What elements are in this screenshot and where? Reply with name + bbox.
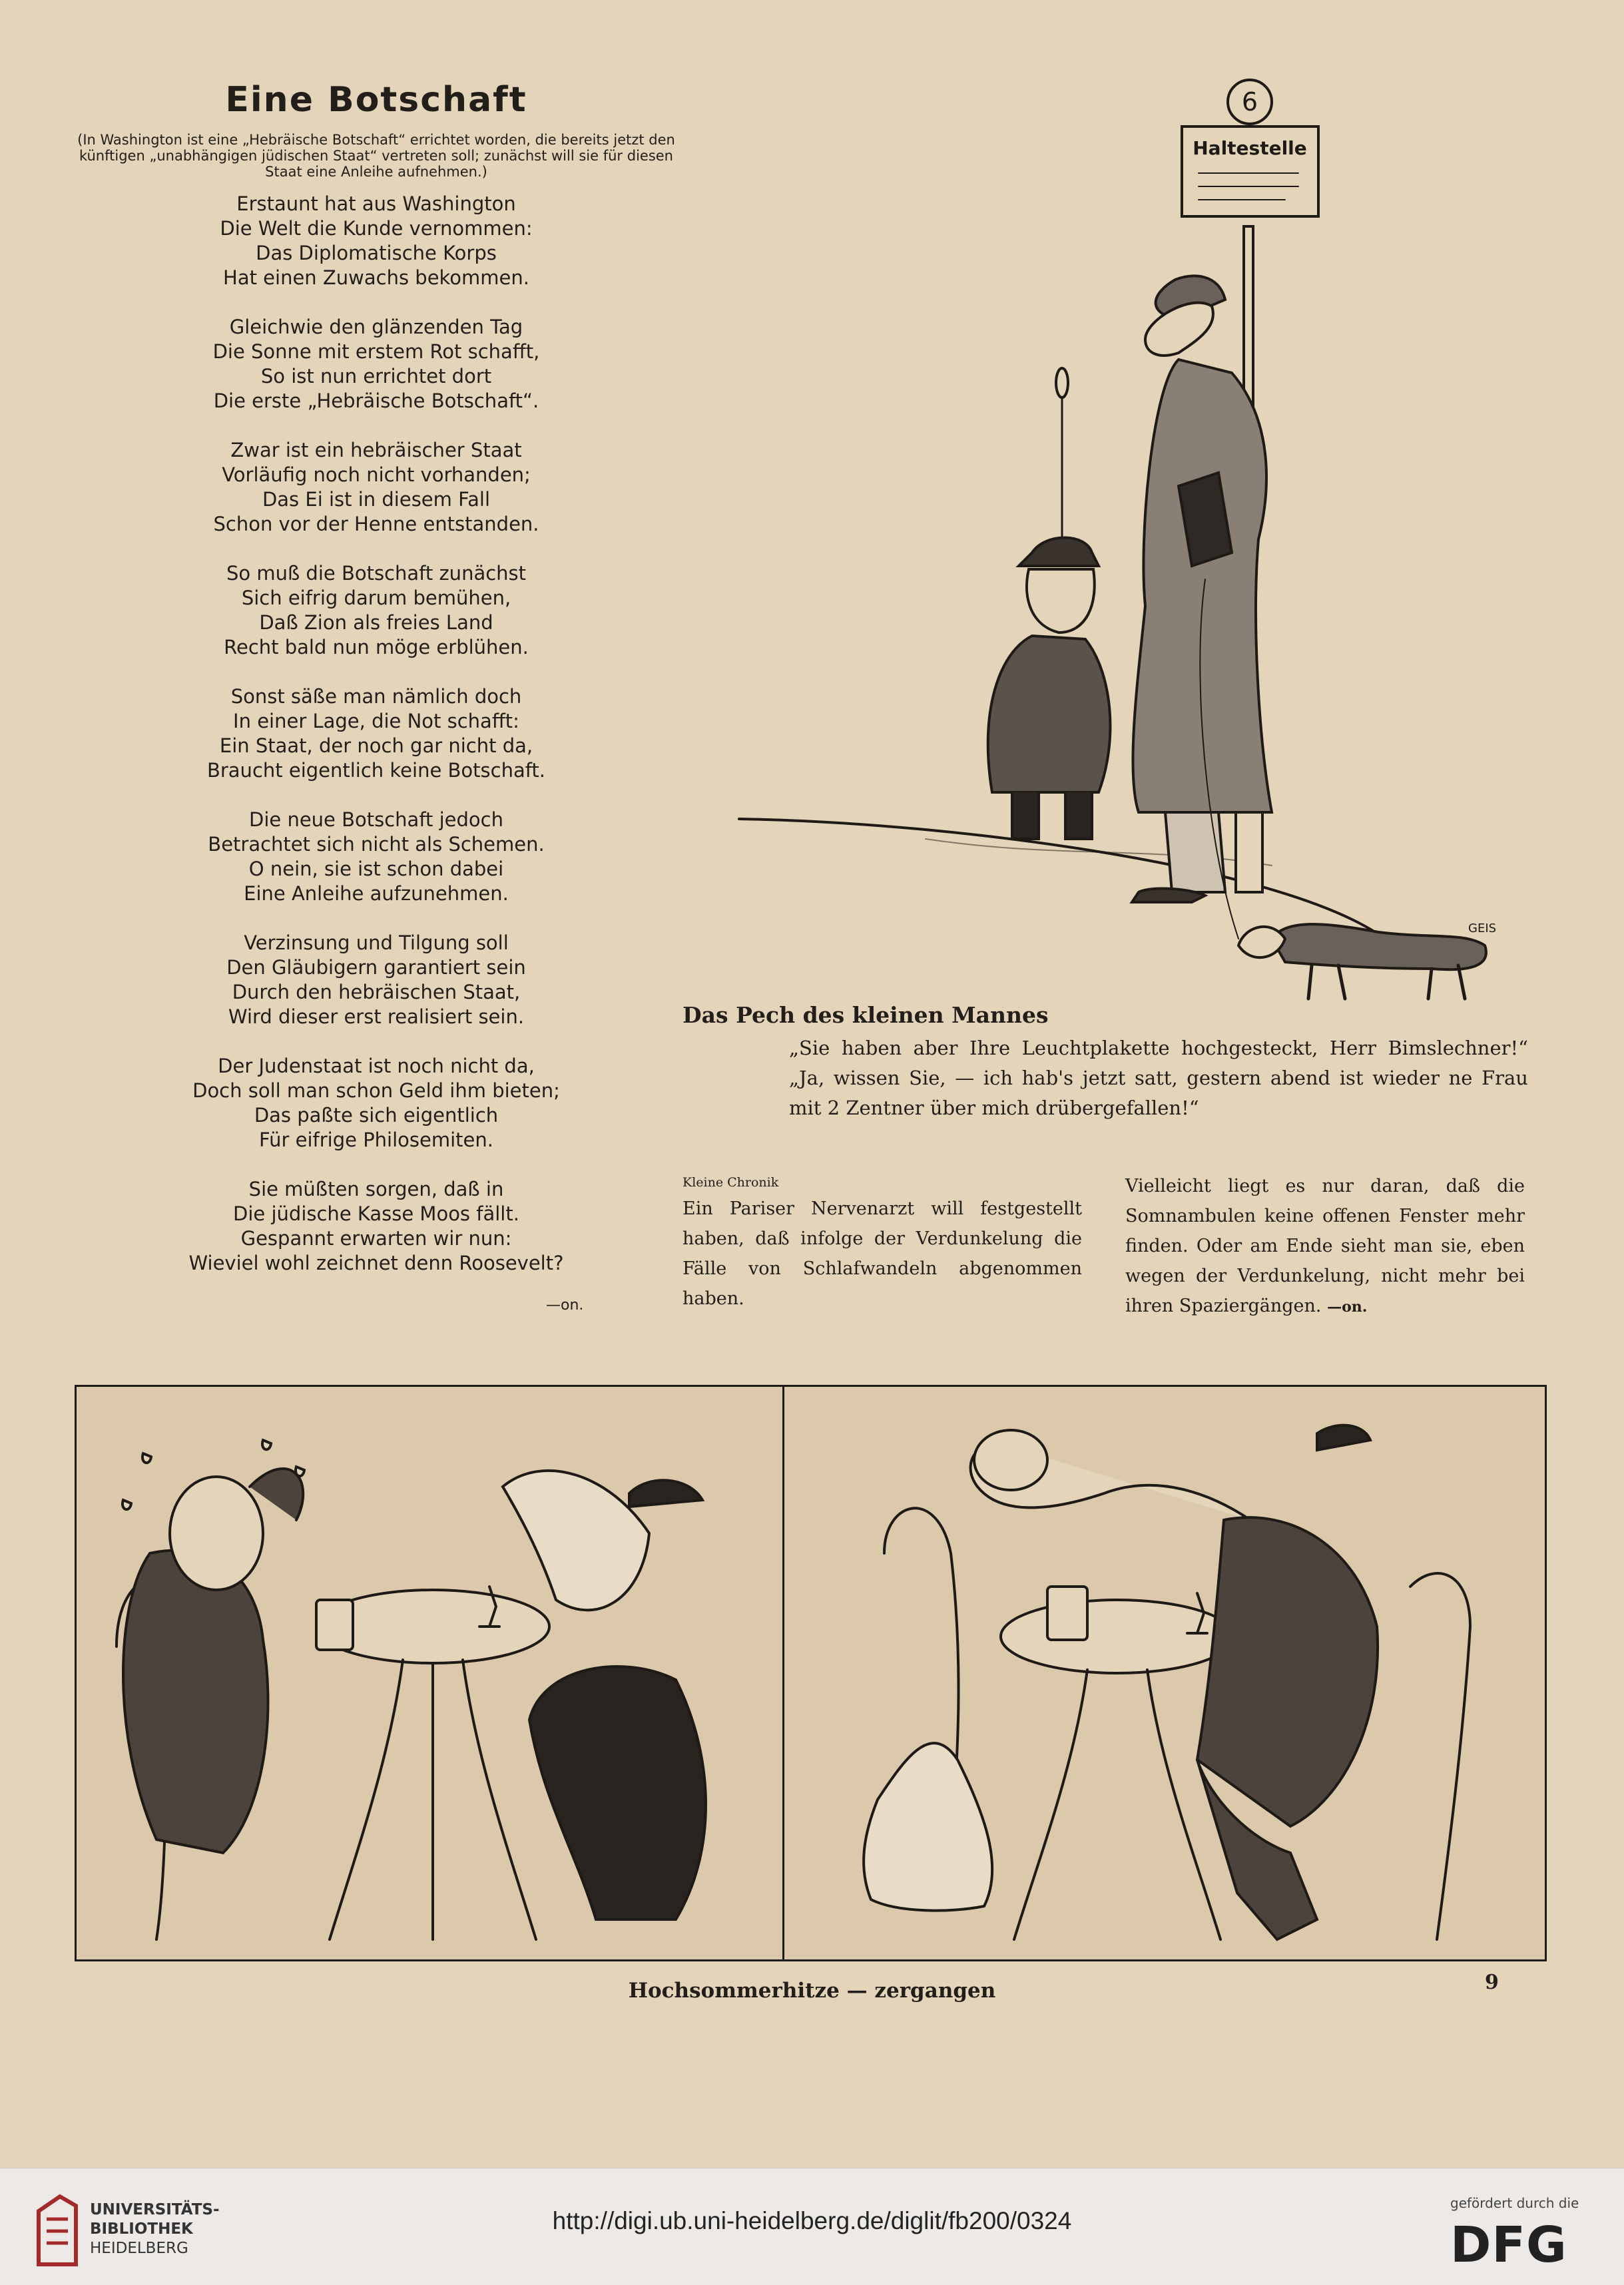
poem-line: Wieviel wohl zeichnet denn Roosevelt?: [188, 1252, 564, 1274]
poem-line: Hat einen Zuwachs bekommen.: [223, 266, 529, 289]
poem-line: Gespannt erwarten wir nun:: [240, 1227, 512, 1250]
poem-line: Braucht eigentlich keine Botschaft.: [206, 759, 546, 782]
small-man-coat: [988, 636, 1111, 792]
tall-man-coat: [1133, 360, 1272, 812]
dachshund: [1272, 924, 1486, 969]
library-line-3: HEIDELBERG: [90, 2240, 188, 2257]
artist-signature: GEIS: [1468, 921, 1497, 935]
panel-before-drawing: [77, 1387, 782, 1959]
poem-stanza: [60, 684, 692, 783]
poem-line: So ist nun errichtet dort: [260, 365, 492, 387]
poem-stanza: [60, 1054, 692, 1152]
fat-man-head: [170, 1477, 263, 1590]
small-man-head: [1027, 569, 1095, 633]
ground-line: [739, 819, 1385, 939]
chronik-signature: —on.: [1327, 1298, 1368, 1316]
poem-line: Die Sonne mit erstem Rot schafft,: [212, 340, 540, 363]
library-line-1: UNIVERSITÄTS-: [90, 2201, 220, 2218]
chronik-column-1: Ein Pariser Nervenarzt will festgestellt haben, daß infolge der Verdunkelung die Fälle von Schlafwandeln abgenommen haben.: [682, 1198, 1082, 1309]
footer-bar: [0, 2168, 1624, 2285]
small-man-hat: [1019, 538, 1099, 567]
staring-man-head: [974, 1430, 1047, 1490]
poem-intro: (In Washington ist eine „Hebräische Botschaft“ errichtet worden, die bereits jetzt den künftigen „unabhängigen jüdischen Staat“ vertreten soll; zunächst will sie für diesen Staat eine Anleihe aufnehmen.): [77, 132, 675, 180]
poem-line: Die jüdische Kasse Moos fällt.: [233, 1202, 519, 1225]
melted-puddle: [864, 1743, 992, 1910]
bus-stop-cartoon: [686, 73, 1525, 1025]
staring-man-body: [1197, 1517, 1378, 1826]
leuchtplakette: [1056, 368, 1068, 397]
chair-right: [1410, 1573, 1470, 1939]
panel-before: [77, 1387, 784, 1959]
poem-line: Das paßte sich eigentlich: [254, 1104, 499, 1127]
poem-line: Ein Staat, der noch gar nicht da,: [219, 734, 533, 757]
cartoon-caption-text: „Sie haben aber Ihre Leuchtplakette hochgesteckt, Herr Bimslechner!“ „Ja, wissen Sie, — ich hab's jetzt satt, gestern abend ist wieder ne Frau mit 2 Zentner über mich drübergefallen!“: [789, 1037, 1528, 1119]
poem-line: Sie müßten sorgen, daß in: [248, 1178, 504, 1200]
poem-line: Die erste „Hebräische Botschaft“.: [213, 389, 539, 412]
reader-body: [529, 1666, 706, 1919]
funding-label: gefördert durch die: [1450, 2195, 1579, 2211]
poem-line: So muß die Botschaft zunächst: [226, 562, 527, 585]
poem-line: Recht bald nun möge erblühen.: [224, 636, 529, 658]
stop-sign-label: Haltestelle: [1193, 137, 1307, 159]
poem-signature: —on.: [546, 1297, 584, 1314]
cartoon-caption-title: Das Pech des kleinen Mannes: [682, 1002, 1049, 1028]
poem-column: [60, 80, 692, 1300]
poem-line: Verzinsung und Tilgung soll: [244, 931, 509, 954]
poem-line: Sonst säße man nämlich doch: [230, 685, 522, 708]
poem-stanza: [60, 808, 692, 906]
dog-muzzle: [1238, 927, 1285, 957]
table-legs: [330, 1660, 536, 1939]
poem-line: Durch den hebräischen Staat,: [232, 981, 521, 1003]
library-line-2: BIBLIOTHEK: [90, 2220, 193, 2238]
tall-man-head: [1145, 303, 1213, 356]
tall-man-shoes: [1132, 889, 1205, 902]
poem-stanza: [60, 561, 692, 660]
poem-stanzas: [60, 192, 692, 1276]
coffee-cup: [1047, 1587, 1087, 1640]
chronik-column-2-text: Vielleicht liegt es nur daran, daß die Somnambulen keine offenen Fenster mehr finden. Oder am Ende sieht man sie, eben wegen der Verdunkelung, nicht mehr bei ihren Spaziergängen.: [1125, 1176, 1525, 1316]
reader-hat: [629, 1480, 702, 1507]
pole-base: [1236, 806, 1262, 892]
poem-line: Die neue Botschaft jedoch: [249, 808, 503, 831]
poem-line: Daß Zion als freies Land: [259, 611, 493, 634]
panel-after-drawing: [784, 1387, 1545, 1959]
poem-line: Doch soll man schon Geld ihm bieten;: [192, 1079, 560, 1102]
newspaper: [503, 1471, 649, 1610]
poem-line: Das Ei ist in diesem Fall: [262, 488, 491, 511]
chronik-heading: Kleine Chronik: [682, 1175, 779, 1190]
poem-line: Wird dieser erst realisiert sein.: [228, 1005, 525, 1028]
comic-caption: Hochsommerhitze — zergangen: [628, 1979, 996, 2003]
cartoon-caption: [682, 1002, 1528, 1123]
comic-panels: [75, 1385, 1547, 1961]
poem-stanza: [60, 192, 692, 290]
poem-stanza: [60, 931, 692, 1029]
poem-line: Betrachtet sich nicht als Schemen.: [208, 833, 545, 856]
page-number: 9: [1485, 1971, 1499, 1994]
poem-line: Vorläufig noch nicht vorhanden;: [222, 463, 531, 486]
poem-line: Der Judenstaat ist noch nicht da,: [218, 1055, 535, 1077]
dfg-logo: DFG: [1450, 2216, 1567, 2274]
chronik-column-2: [1125, 1171, 1525, 1322]
poem-title: Eine Botschaft: [225, 80, 527, 120]
poem-line: Sich eifrig darum bemühen,: [241, 587, 511, 609]
poem-line: Schon vor der Henne entstanden.: [213, 513, 539, 535]
poem-line: Erstaunt hat aus Washington: [236, 192, 516, 215]
poem-line: Gleichwie den glänzenden Tag: [229, 316, 523, 338]
poem-line: Eine Anleihe aufzunehmen.: [244, 882, 509, 905]
source-url[interactable]: http://digi.ub.uni-heidelberg.de/diglit/fb200/0324: [552, 2207, 1072, 2234]
cafe-table: [1001, 1600, 1234, 1673]
poem-line: Das Diplomatische Korps: [256, 242, 497, 264]
fat-man-body: [123, 1551, 268, 1853]
table-legs: [1014, 1670, 1220, 1939]
poem-line: Den Gläubigern garantiert sein: [226, 956, 526, 979]
poem-stanza: [60, 315, 692, 413]
panel-after: [784, 1387, 1545, 1959]
poem-stanza: [60, 438, 692, 537]
poem-line: In einer Lage, die Not schafft:: [233, 710, 519, 732]
kleine-chronik: [682, 1175, 1525, 1322]
poem-stanza: [60, 1177, 692, 1276]
poem-line: Zwar ist ein hebräischer Staat: [230, 439, 522, 461]
stop-number: 6: [1241, 87, 1258, 117]
coffee-cup: [316, 1600, 353, 1650]
staring-man-hat: [1317, 1425, 1370, 1450]
poem-line: Für eifrige Philosemiten.: [259, 1129, 493, 1151]
poem-line: Die Welt die Kunde vernommen:: [220, 217, 533, 240]
poem-line: O nein, sie ist schon dabei: [248, 858, 504, 880]
